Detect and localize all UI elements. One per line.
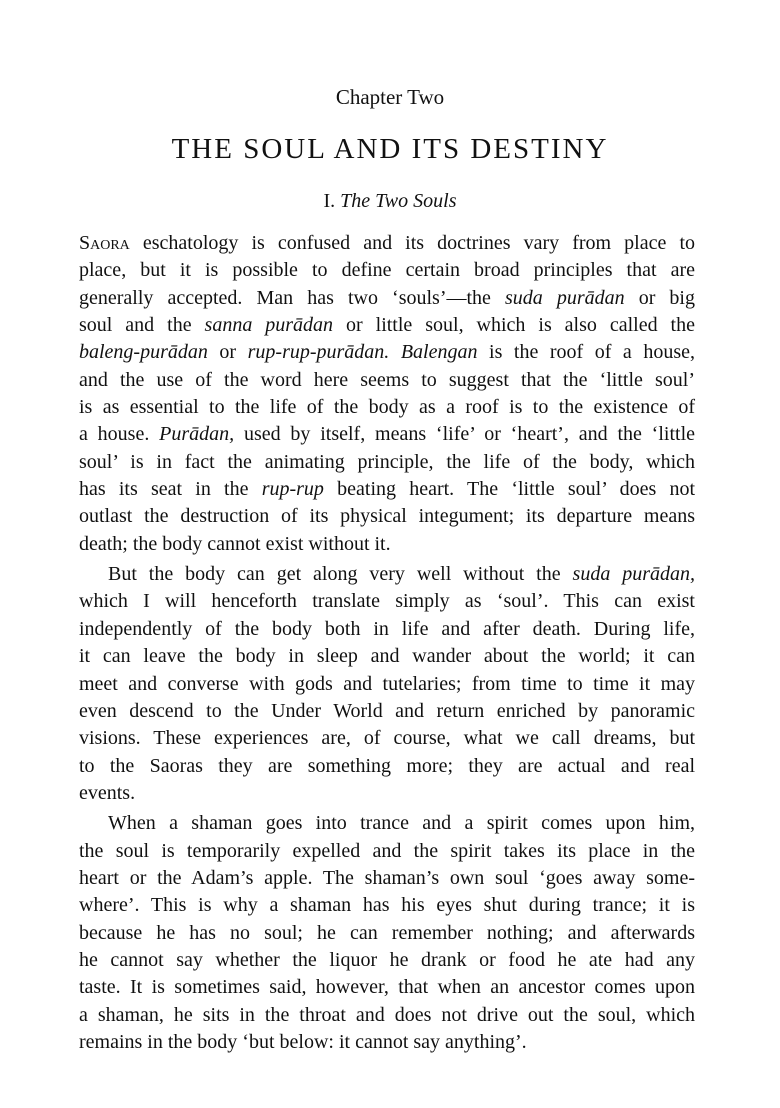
paragraph [79, 561, 695, 807]
section-title: The Two Souls [340, 190, 457, 212]
text-run: taste. It is sometimes said, however, that when an ancestor comes upon [79, 976, 695, 999]
italic-term: suda purādan [504, 286, 625, 309]
text-line [79, 1002, 695, 1029]
text-run: which I will henceforth translate simply as ‘soul’. This can exist [79, 590, 695, 613]
text-line [79, 810, 695, 837]
text-run: meet and converse with gods and tutelaries; from time to time it may [79, 672, 695, 695]
text-run: because he has no soul; he can remember nothing; and afterwards [79, 921, 695, 944]
paragraph [79, 230, 695, 558]
chapter-title: THE SOUL AND ITS DESTINY [171, 133, 609, 165]
text-line [79, 339, 695, 366]
italic-term: rup-rup [261, 478, 324, 501]
text-run: When a shaman goes into trance and a spirit comes upon him, [108, 812, 695, 835]
section-heading [0, 188, 780, 214]
text-run: it can leave the body in sleep and wander about the world; it can [79, 645, 695, 668]
text-line [79, 753, 695, 780]
text-run: and the use of the word here seems to suggest that the ‘little soul’ [79, 368, 695, 391]
text-line [79, 865, 695, 892]
italic-term: sanna purādan [204, 314, 334, 337]
text-run: the soul is temporarily expelled and the spirit takes its place in the [79, 839, 695, 862]
text-line [79, 947, 695, 974]
italic-term: suda purādan, [572, 563, 696, 586]
text-line [79, 698, 695, 725]
text-run: death; the body cannot exist without it. [79, 532, 391, 555]
text-run: used by itself, means ‘life’ or ‘heart’, and the ‘little [234, 423, 696, 446]
text-run: events. [79, 781, 136, 804]
text-run: or [207, 341, 248, 364]
text-run: beating heart. The ‘little soul’ does not [323, 478, 696, 501]
text-line [79, 531, 695, 558]
paragraph [79, 810, 695, 1056]
text-line [79, 367, 695, 394]
text-line [79, 892, 695, 919]
text-run: remains in the body ‘but below: it cannot say anything’. [79, 1030, 527, 1053]
text-line [79, 838, 695, 865]
text-line [79, 421, 695, 448]
italic-term: baleng-purādan [79, 341, 208, 364]
text-line [79, 503, 695, 530]
text-run: is the roof of a house, [477, 341, 695, 364]
text-line [79, 616, 695, 643]
text-run: soul and the [79, 314, 205, 337]
text-run: eschatology is confused and its doctrines vary from place to [129, 232, 695, 254]
text-line [79, 394, 695, 421]
italic-term: rup-rup-purādan. Balengan [247, 341, 478, 364]
text-line [79, 974, 695, 1001]
text-run: a house. [79, 423, 160, 446]
text-line [79, 725, 695, 752]
text-line [79, 671, 695, 698]
text-line [79, 449, 695, 476]
text-line [79, 312, 695, 339]
text-run: to the Saoras they are something more; they are actual and real [79, 754, 695, 777]
text-run: independently of the body both in life and after death. During life, [79, 617, 695, 640]
text-run: heart or the Adam’s apple. The shaman’s own soul ‘goes away some- [79, 866, 695, 889]
section-number: I. [323, 190, 336, 212]
text-run: even descend to the Under World and return enriched by panoramic [79, 699, 695, 722]
text-run: But the body can get along very well without the [108, 563, 573, 586]
text-run: or big [624, 286, 695, 309]
text-run: he cannot say whether the liquor he drank or food he ate had any [79, 948, 695, 971]
text-line [79, 780, 695, 807]
text-line [79, 561, 695, 588]
text-line [79, 257, 695, 284]
text-line [79, 643, 695, 670]
text-run: outlast the destruction of its physical integument; its departure means [79, 505, 695, 528]
text-run: generally accepted. Man has two ‘souls’—the [79, 286, 505, 309]
text-run: a shaman, he sits in the throat and does not drive out the soul, which [79, 1003, 695, 1026]
text-run: where’. This is why a shaman has his eyes shut during trance; it is [79, 894, 695, 917]
italic-term: Purādan, [159, 423, 235, 446]
text-run: has its seat in the [79, 478, 262, 501]
text-run: is as essential to the life of the body as a roof is to the existence of [79, 396, 695, 419]
text-line [79, 476, 695, 503]
text-run: or little soul, which is also called the [333, 314, 695, 337]
text-run: visions. These experiences are, of course, what we call dreams, but [79, 727, 695, 750]
text-line [79, 230, 695, 257]
text-run: place, but it is possible to define certain broad principles that are [79, 259, 695, 282]
text-run: soul’ is in fact the animating principle, the life of the body, which [79, 450, 695, 473]
text-line [79, 588, 695, 615]
chapter-label: Chapter Two [335, 85, 445, 109]
body-text [79, 230, 695, 1056]
text-line [79, 920, 695, 947]
text-line [79, 285, 695, 312]
text-line [79, 1029, 695, 1056]
small-caps-word: Saora [79, 232, 130, 254]
